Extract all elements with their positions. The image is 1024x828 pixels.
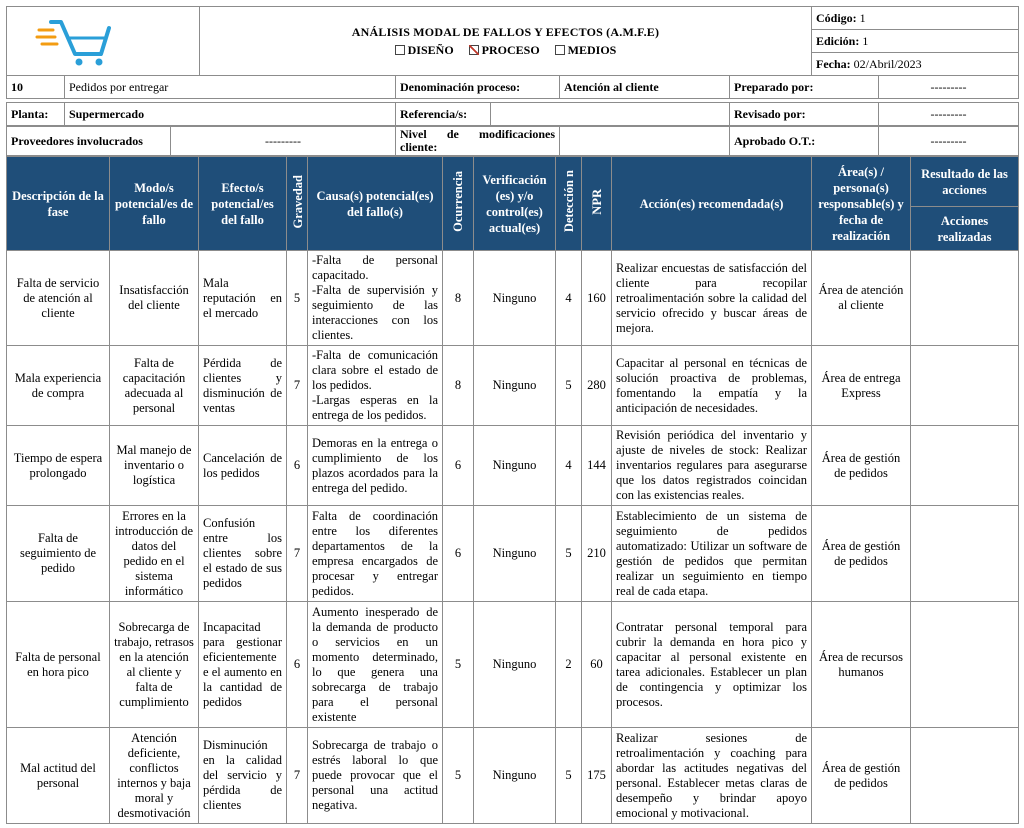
table-body (7, 251, 1019, 824)
cell-efecto: Cancelación de los pedidos (199, 426, 287, 506)
cell-deteccion: 5 (556, 506, 582, 602)
cell-causa: -Falta de personal capacitado. -Falta de supervisión y seguimiento de las interacciones con los clientes. (308, 251, 443, 346)
cell-area: Área de gestión de pedidos (812, 506, 911, 602)
cell-deteccion: 2 (556, 602, 582, 728)
edicion-cell (812, 30, 1019, 53)
type-options (204, 43, 807, 57)
cell-resultado (911, 251, 1019, 346)
edicion-label: Edición: (816, 34, 860, 48)
cell-causa: Falta de coordinación entre los diferentes departamentos de la empresa encargados de procesar y entregar pedidos. (308, 506, 443, 602)
cell-gravedad: 7 (287, 346, 308, 426)
cell-npr: 60 (582, 602, 612, 728)
checkbox-icon[interactable] (555, 45, 565, 55)
table-row (7, 506, 1019, 602)
preparado-label: Preparado por: (730, 76, 879, 99)
nivel-label: Nivel de modificaciones cliente: (396, 127, 560, 156)
fecha-value: 02/Abril/2023 (853, 57, 922, 71)
cell-modo: Errores en la introducción de datos del pedido en el sistema informático (110, 506, 199, 602)
col-gravedad-label: Gravedad (291, 174, 305, 229)
cell-descripcion: Falta de seguimiento de pedido (7, 506, 110, 602)
cell-npr: 144 (582, 426, 612, 506)
col-accion: Acción(es) recomendada(s) (612, 157, 812, 251)
aprobado-value: --------- (879, 127, 1019, 156)
preparado-value: --------- (879, 76, 1019, 99)
col-gravedad (287, 157, 308, 251)
cell-area: Área de gestión de pedidos (812, 426, 911, 506)
checkbox-checked-icon[interactable] (469, 45, 479, 55)
col-modo: Modo/s potencial/es de fallo (110, 157, 199, 251)
denominacion-label: Denominación proceso: (396, 76, 560, 99)
codigo-value: 1 (859, 11, 866, 25)
cell-verificacion: Ninguno (474, 426, 556, 506)
cell-descripcion: Mala experiencia de compra (7, 346, 110, 426)
cell-area: Área de entrega Express (812, 346, 911, 426)
cell-deteccion: 4 (556, 251, 582, 346)
info-row-3 (6, 126, 1019, 156)
shopping-cart-icon (35, 16, 115, 68)
cell-modo: Mal manejo de inventario o logística (110, 426, 199, 506)
cell-deteccion: 5 (556, 346, 582, 426)
cell-verificacion: Ninguno (474, 346, 556, 426)
cell-efecto: Disminución en la calidad del servicio y pérdida de clientes (199, 728, 287, 824)
numero-cell: 10 (7, 76, 65, 99)
referencia-value (491, 103, 730, 126)
proveedores-label: Proveedores involucrados (7, 127, 171, 156)
cell-deteccion: 4 (556, 426, 582, 506)
col-area: Área(s) / persona(s) responsable(s) y fecha de realización (812, 157, 911, 251)
cell-resultado (911, 426, 1019, 506)
cell-gravedad: 6 (287, 602, 308, 728)
cell-accion: Revisión periódica del inventario y ajuste de niveles de stock: Realizar inventarios regulares para asegurarse que los datos registrados coincidan con las existencias reales. (612, 426, 812, 506)
cell-resultado (911, 602, 1019, 728)
table-row (7, 602, 1019, 728)
planta-value: Supermercado (65, 103, 396, 126)
cell-verificacion: Ninguno (474, 728, 556, 824)
edicion-value: 1 (862, 34, 869, 48)
nivel-value (560, 127, 730, 156)
col-deteccion (556, 157, 582, 251)
cell-ocurrencia: 6 (443, 426, 474, 506)
cell-causa: Demoras en la entrega o cumplimiento de los plazos acordados para la entrega del pedido. (308, 426, 443, 506)
proveedores-value: --------- (171, 127, 396, 156)
logo (7, 7, 200, 76)
codigo-cell (812, 7, 1019, 30)
cell-npr: 160 (582, 251, 612, 346)
col-ocurrencia (443, 157, 474, 251)
col-resultado: Resultado de las acciones (911, 157, 1019, 207)
col-npr (582, 157, 612, 251)
cell-npr: 280 (582, 346, 612, 426)
option-diseno[interactable] (395, 43, 454, 57)
cell-causa: -Falta de comunicación clara sobre el estado de los pedidos. -Largas esperas en la entrega de los pedidos. (308, 346, 443, 426)
col-causa: Causa(s) potencial(es) del fallo(s) (308, 157, 443, 251)
cell-npr: 210 (582, 506, 612, 602)
cell-descripcion: Falta de servicio de atención al cliente (7, 251, 110, 346)
cell-gravedad: 6 (287, 426, 308, 506)
cell-npr: 175 (582, 728, 612, 824)
cell-modo: Falta de capacitación adecuada al personal (110, 346, 199, 426)
option-label: MEDIOS (567, 43, 617, 57)
cell-descripcion: Tiempo de espera prolongado (7, 426, 110, 506)
document-title: ANÁLISIS MODAL DE FALLOS Y EFECTOS (A.M.F.E) (351, 25, 660, 39)
fecha-cell (812, 53, 1019, 76)
cell-accion: Contratar personal temporal para cubrir la demanda en hora pico y capacitar al personal existente en tarea adicionales. Establecer un plan de contingencia y optimizar los procesos. (612, 602, 812, 728)
cell-deteccion: 5 (556, 728, 582, 824)
cell-area: Área de gestión de pedidos (812, 728, 911, 824)
cell-modo: Insatisfacción del cliente (110, 251, 199, 346)
table-row (7, 251, 1019, 346)
col-deteccion-label: Detección n (561, 170, 576, 233)
cell-accion: Establecimiento de un sistema de seguimiento de pedidos automatizado: Utilizar un software de gestión de pedidos que permitan realizar un seguimiento en tiempo real de cada etapa. (612, 506, 812, 602)
cell-descripcion: Mal actitud del personal (7, 728, 110, 824)
cell-gravedad: 5 (287, 251, 308, 346)
cell-efecto: Incapacitad para gestionar eficientemente e el aumento en la cantidad de pedidos (199, 602, 287, 728)
cell-accion: Capacitar al personal en técnicas de solución proactiva de problemas, fomentando la empatía y la anticipación de necesidades. (612, 346, 812, 426)
option-medios[interactable] (555, 43, 617, 57)
cell-efecto: Pérdida de clientes y disminución de ventas (199, 346, 287, 426)
document-header (6, 6, 1019, 76)
cell-efecto: Confusión entre los clientes sobre el estado de sus pedidos (199, 506, 287, 602)
cell-accion: Realizar sesiones de retroalimentación y coaching para abordar las actitudes negativas del personal. Establecer metas claras de desempeño y brindar apoyo emocional y motivacional. (612, 728, 812, 824)
cell-area: Área de recursos humanos (812, 602, 911, 728)
col-efecto: Efecto/s potencial/es del fallo (199, 157, 287, 251)
planta-label: Planta: (7, 103, 65, 126)
cell-modo: Atención deficiente, conflictos internos y baja moral y desmotivación (110, 728, 199, 824)
cell-modo: Sobrecarga de trabajo, retrasos en la atención al cliente y falta de cumplimiento (110, 602, 199, 728)
checkbox-icon[interactable] (395, 45, 405, 55)
info-row-2 (6, 102, 1019, 126)
cell-accion: Realizar encuestas de satisfacción del cliente para recopilar retroalimentación sobre la calidad del servicio ofrecido y buscar áreas de mejora. (612, 251, 812, 346)
col-acciones-realizadas: Acciones realizadas (911, 207, 1019, 251)
cell-descripcion: Falta de personal en hora pico (7, 602, 110, 728)
option-label: DISEÑO (407, 43, 454, 57)
cell-causa: Aumento inesperado de la demanda de producto o servicios en un momento determinado, lo que genera una sobrecarga de trabajo para el personal existente (308, 602, 443, 728)
col-verificacion: Verificación (es) y/o control(es) actual(es) (474, 157, 556, 251)
amfe-table (6, 156, 1019, 824)
table-row (7, 426, 1019, 506)
cell-ocurrencia: 8 (443, 251, 474, 346)
denominacion-value: Atención al cliente (560, 76, 730, 99)
cell-verificacion: Ninguno (474, 602, 556, 728)
cell-ocurrencia: 8 (443, 346, 474, 426)
table-row (7, 728, 1019, 824)
option-proceso[interactable] (469, 43, 540, 57)
cell-causa: Sobrecarga de trabajo o estrés laboral lo que puede provocar que el personal una actitud negativa. (308, 728, 443, 824)
col-ocurrencia-label: Ocurrencia (451, 171, 465, 232)
info-row-1 (6, 75, 1019, 99)
referencia-label: Referencia/s: (396, 103, 491, 126)
fecha-label: Fecha: (816, 57, 851, 71)
codigo-label: Código: (816, 11, 857, 25)
cell-resultado (911, 346, 1019, 426)
document-title-cell (200, 7, 812, 76)
col-descripcion: Descripción de la fase (7, 157, 110, 251)
cell-resultado (911, 728, 1019, 824)
cell-gravedad: 7 (287, 728, 308, 824)
cell-area: Área de atención al cliente (812, 251, 911, 346)
cell-resultado (911, 506, 1019, 602)
cell-ocurrencia: 5 (443, 728, 474, 824)
option-label: PROCESO (481, 43, 540, 57)
pedidos-cell: Pedidos por entregar (65, 76, 396, 99)
cell-verificacion: Ninguno (474, 506, 556, 602)
revisado-value: --------- (879, 103, 1019, 126)
cell-gravedad: 7 (287, 506, 308, 602)
cell-ocurrencia: 6 (443, 506, 474, 602)
table-row (7, 346, 1019, 426)
cell-ocurrencia: 5 (443, 602, 474, 728)
cell-efecto: Mala reputación en el mercado (199, 251, 287, 346)
cell-verificacion: Ninguno (474, 251, 556, 346)
col-npr-label: NPR (589, 188, 604, 215)
revisado-label: Revisado por: (730, 103, 879, 126)
aprobado-label: Aprobado O.T.: (730, 127, 879, 156)
